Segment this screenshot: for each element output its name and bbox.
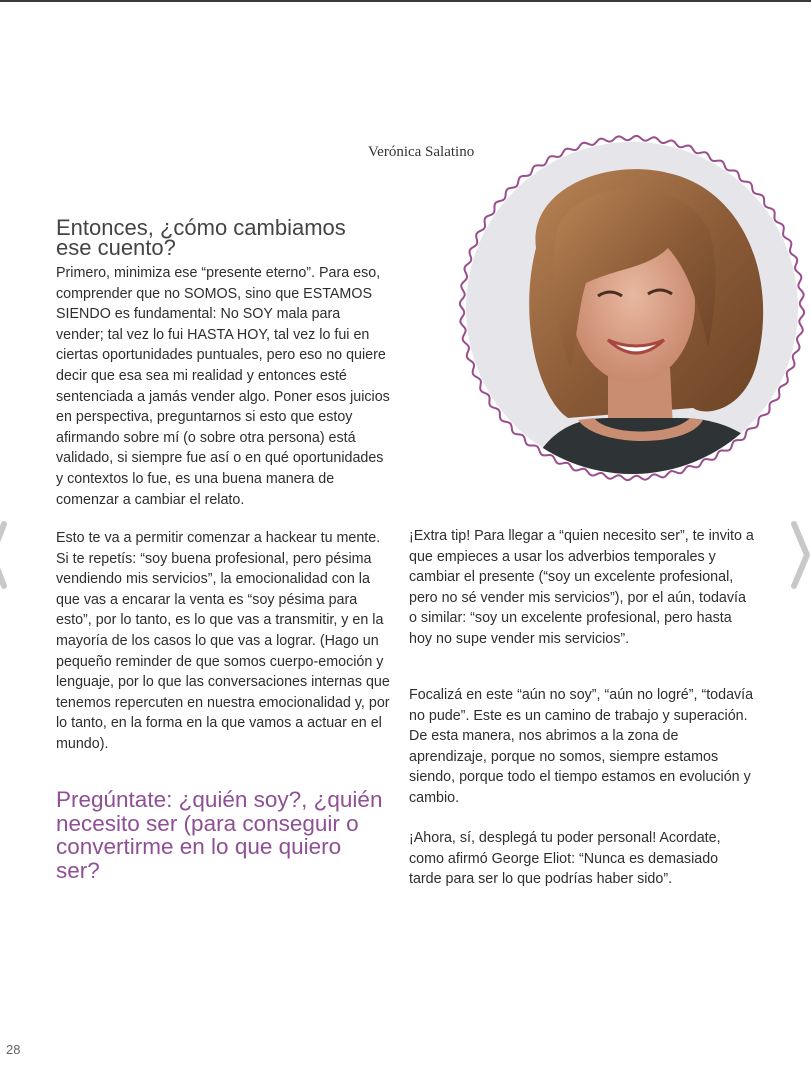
next-page-button[interactable] bbox=[790, 520, 811, 595]
paragraph-text: Esto te va a permitir comenzar a hackear tu mente. Si te repetís: “soy buena profesional, pero pésima vendiendo mis servicios”, la emocionalidad con la que vas a encarar la venta es “soy pésima para esto”, por lo tanto, es lo que vas a transmitir, y en la mayoría de los casos lo que vas a lograr. (Hago un pequeño reminder de que somos cuerpo-emoción y lenguaje, por lo que las conversaciones internas que tenemos repercuten en nuestra emocionalidad y, por lo tanto, en la forma en la que vamos a actuar en el mundo). bbox=[56, 530, 390, 752]
prev-page-button[interactable] bbox=[0, 520, 8, 595]
paragraph-text: ¡Ahora, sí, desplegá tu poder personal! Acordate, como afirmó George Eliot: “Nunca es demasiado tarde para ser lo que podrías haber sido”. bbox=[409, 830, 721, 888]
pull-quote: Pregúntate: ¿quién soy?, ¿quién necesito ser (para conseguir o convertirme en lo que quiero ser? bbox=[56, 787, 383, 883]
right-paragraph-1 bbox=[409, 526, 754, 650]
chevron-right-icon bbox=[790, 520, 811, 590]
left-paragraph-1 bbox=[56, 263, 391, 510]
right-paragraph-3 bbox=[409, 828, 754, 890]
left-paragraph-2 bbox=[56, 528, 391, 755]
top-rule bbox=[0, 0, 811, 2]
paragraph-text: Primero, minimiza ese “presente eterno”. Para eso, comprender que no SOMOS, sino que ESTAMOS SIENDO es fundamental: No SOY mala para vender; tal vez lo fui HASTA HOY, tal vez lo fui en ciertas oportunidades puntuales, pero eso no quiere decir que esa sea mi realidad y entonces esté sentenciada a jamás vender algo. Poner esos juicios en perspectiva, preguntarnos si esto que estoy afirmando sobre mí (o sobre otra persona) está validado, si siempre fue así o en qué oportunidades y contextos lo fue, es una buena manera de comenzar a cambiar el relato. bbox=[56, 265, 390, 508]
chevron-left-icon bbox=[0, 520, 8, 590]
author-photo bbox=[458, 118, 811, 502]
section-heading: Entonces, ¿cómo cambiamos ese cuento? bbox=[56, 215, 346, 260]
author-name: Verónica Salatino bbox=[368, 144, 475, 160]
page-number: 28 bbox=[6, 1042, 21, 1057]
paragraph-text: ¡Extra tip! Para llegar a “quien necesito ser”, te invito a que empieces a usar los adverbios temporales y cambiar el presente (“soy un excelente profesional, pero no sé vender mis servicios”), por el aún, todavía o similar: “soy un excelente profesional, pero hasta hoy no supe vender mis servicios”. bbox=[409, 528, 754, 647]
right-paragraph-2 bbox=[409, 685, 754, 809]
paragraph-text: Focalizá en este “aún no soy”, “aún no logré”, “todavía no pude”. Este es un camino de trabajo y superación. De esta manera, nos abrimos a la zona de aprendizaje, porque no somos, siempre estamos siendo, porque todo el tiempo estamos en evolución y cambio. bbox=[409, 687, 754, 806]
